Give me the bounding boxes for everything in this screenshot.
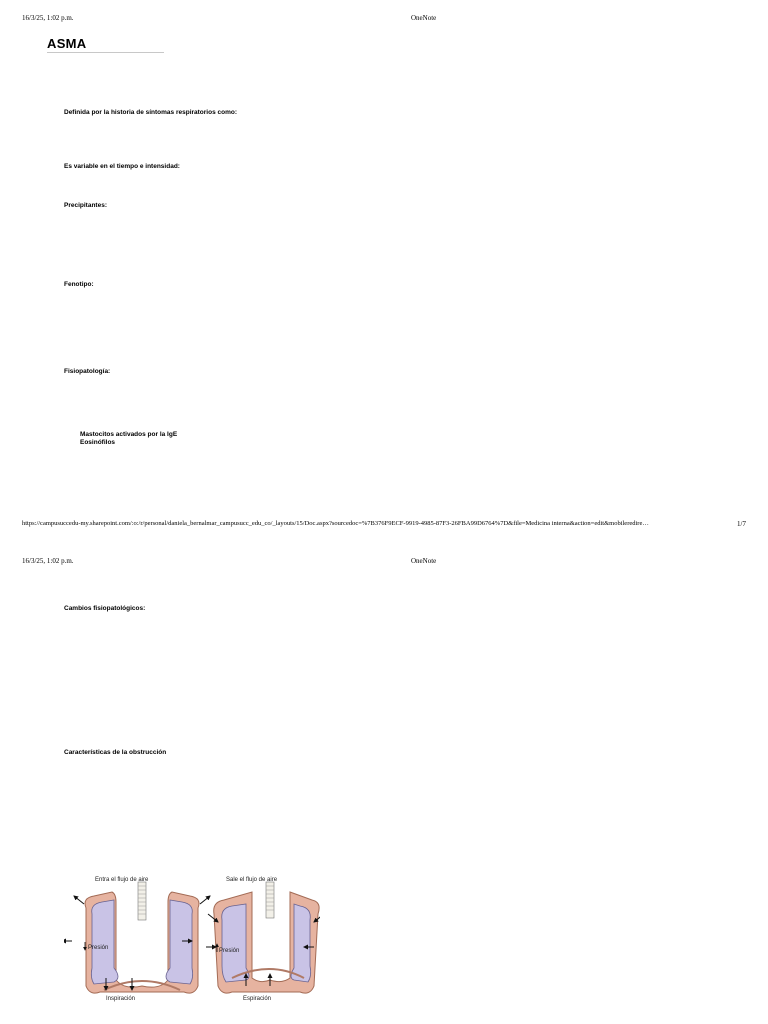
note-fenotipo: Fenotipo: [64,281,94,288]
lungs-figure [64,868,320,1012]
note-eosinofilos: Eosinófilos [80,439,116,446]
page2-header-app: OneNote [411,557,437,565]
label-presion-right: Presión [219,948,240,954]
expiration-diagram [206,877,320,1002]
page1-footer-page-number: 1/7 [737,520,746,528]
note-precipitantes: Precipitantes: [64,202,107,209]
note-variable: Es variable en el tiempo e intensidad: [64,163,180,170]
right-lung-expiration [291,904,311,982]
page1-footer-url: https://campusuccedu-my.sharepoint.com/:o:/r/personal/daniela_bernalmar_campusucc_edu_co/_layouts/15/Doc.aspx?sourcedoc=%7B376F9ECF-9919-4985-87F3-26FBA99D6764%7D&file=Medicina interna&action=edit&mobileredire… [22,520,649,527]
left-lung-expiration [222,904,249,982]
right-lung-inspiration [166,900,193,984]
left-lung-inspiration [91,900,118,984]
inspiration-diagram [64,877,210,1002]
label-inspiracion: Inspiración [106,996,136,1002]
page-title: ASMA [47,36,87,51]
note-fisiopatologia: Fisiopatología: [64,368,111,375]
page2-header-datetime: 16/3/25, 1:02 p.m. [22,557,74,565]
note-mastocitos: Mastocitos activados por la IgE [80,431,178,438]
title-underline [47,52,164,53]
note-cambios: Cambios fisiopatológicos: [64,605,146,612]
lungs-diagram [64,868,320,1012]
label-entra-flujo: Entra el flujo de aire [95,877,149,883]
page1-header-datetime: 16/3/25, 1:02 p.m. [22,14,74,22]
note-definida: Definida por la historia de síntomas respiratorios como: [64,109,238,116]
trachea-left [138,882,146,920]
page1-header-app: OneNote [411,14,437,22]
trachea-right [266,882,274,918]
note-caracteristicas: Características de la obstrucción [64,749,167,756]
label-espiracion: Espiración [243,996,272,1002]
label-presion-left: Presión [88,945,109,951]
label-sale-flujo: Sale el flujo de aire [226,877,278,883]
